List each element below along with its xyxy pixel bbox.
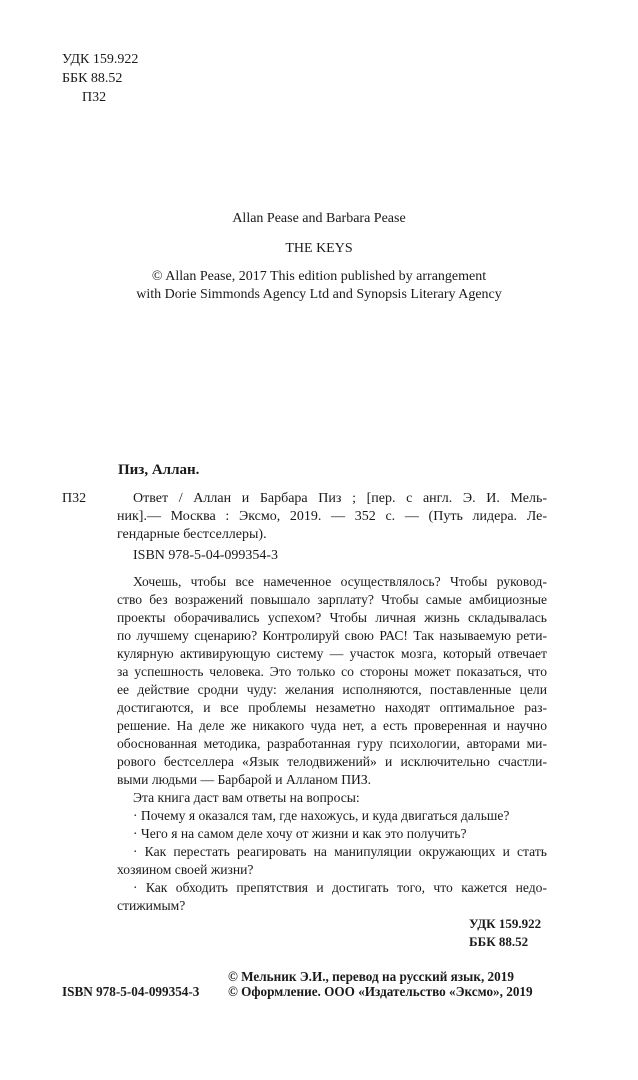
annotation-line-4: по лучшему сценарию? Контролируй свою РАС! Так называемую рети- bbox=[117, 628, 547, 643]
bbk-code-top: ББК 88.52 bbox=[62, 71, 123, 86]
udk-code-top: УДК 159.922 bbox=[62, 52, 139, 67]
annotation-line-1: Хочешь, чтобы все намеченное осуществлялось? Чтобы руковод- bbox=[133, 574, 547, 589]
annotation-line-6: за успешность человека. Это только со стороны может показаться, что bbox=[117, 664, 547, 679]
question-2: · Чего я на самом деле хочу от жизни и как это получить? bbox=[133, 826, 467, 841]
annotation-line-10: обоснованная методика, разработанная гуру психологии, авторами ми- bbox=[117, 736, 547, 751]
annotation-line-3: проекты оборачивались успехом? Чтобы личная жизнь складывалась bbox=[117, 610, 547, 625]
annotation-line-12: выми людьми — Барбарой и Алланом ПИЗ. bbox=[117, 772, 372, 787]
question-3-line-2: хозяином своей жизни? bbox=[117, 862, 254, 877]
question-4-line-1: · Как обходить препятствия и достигать того, что кажется недо- bbox=[133, 880, 547, 895]
catalog-isbn: ISBN 978-5-04-099354-3 bbox=[133, 548, 279, 563]
annotation-line-2: ство без возражений повышало зарплату? Чтобы самые амбициозные bbox=[117, 592, 547, 607]
annotation-line-5: кулярную активирующую систему — участок мозга, который отвечает bbox=[117, 646, 547, 661]
original-copyright-line-1: © Allan Pease, 2017 This edition published by arrangement bbox=[151, 269, 487, 284]
annotation-line-7: ее действие сродни чуду: желания исполняются, поставленные цели bbox=[117, 682, 547, 697]
author-mark-top: П32 bbox=[82, 90, 107, 105]
catalog-author-mark: П32 bbox=[62, 491, 87, 506]
catalog-heading: Пиз, Аллан. bbox=[118, 462, 200, 478]
question-4-line-2: стижимым? bbox=[117, 898, 186, 913]
annotation-line-9: решение. На деле же никакого чуда нет, а есть проверенная и научно bbox=[117, 718, 547, 733]
original-authors: Allan Pease and Barbara Pease bbox=[232, 211, 406, 226]
annotation-line-11: рового бестселлера «Язык телодвижений» и исключительно счастли- bbox=[117, 754, 547, 769]
bbk-code-bottom: ББК 88.52 bbox=[469, 934, 529, 949]
questions-intro: Эта книга даст вам ответы на вопросы: bbox=[133, 790, 360, 805]
isbn-bottom: ISBN 978-5-04-099354-3 bbox=[62, 984, 200, 999]
annotation-line-8: достигаются, и все проблемы незаметно находят оптимальное раз- bbox=[117, 700, 547, 715]
catalog-description-line-1: Ответ / Аллан и Барбара Пиз ; [пер. с англ. Э. И. Мель- bbox=[133, 491, 547, 506]
udk-code-bottom: УДК 159.922 bbox=[469, 916, 542, 931]
original-title: THE KEYS bbox=[285, 241, 353, 256]
translation-copyright: © Мельник Э.И., перевод на русский язык, 2019 bbox=[228, 969, 514, 984]
catalog-description-line-3: гендарные бестселлеры). bbox=[117, 527, 267, 542]
question-1: · Почему я оказался там, где нахожусь, и куда двигаться дальше? bbox=[133, 808, 510, 823]
catalog-description-line-2: ник].— Москва : Эксмо, 2019. — 352 с. — (Путь лидера. Ле- bbox=[117, 509, 547, 524]
design-copyright: © Оформление. ООО «Издательство «Эксмо», 2019 bbox=[228, 984, 533, 999]
original-copyright-line-2: with Dorie Simmonds Agency Ltd and Synopsis Literary Agency bbox=[136, 287, 502, 302]
question-3-line-1: · Как перестать реагировать на манипуляции окружающих и стать bbox=[133, 844, 547, 859]
